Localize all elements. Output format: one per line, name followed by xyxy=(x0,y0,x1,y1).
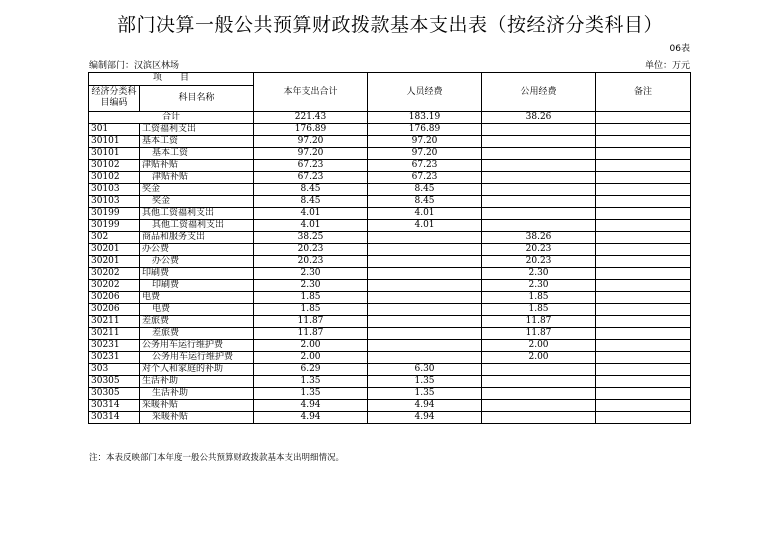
row-public: 38.26 xyxy=(482,232,596,244)
row-name: 津贴补贴 xyxy=(140,160,254,172)
row-name: 对个人和家庭的补助 xyxy=(140,364,254,376)
row-note xyxy=(596,292,691,304)
row-code: 30206 xyxy=(89,304,140,316)
row-code: 30202 xyxy=(89,280,140,292)
table-row xyxy=(89,160,691,172)
row-total: 2.30 xyxy=(254,280,368,292)
row-total: 8.45 xyxy=(254,184,368,196)
row-code: 30314 xyxy=(89,412,140,424)
row-total: 4.94 xyxy=(254,412,368,424)
row-public xyxy=(482,196,596,208)
row-note xyxy=(596,196,691,208)
row-personnel: 4.01 xyxy=(368,208,482,220)
row-note xyxy=(596,364,691,376)
row-code: 301 xyxy=(89,124,140,136)
row-total: 2.00 xyxy=(254,352,368,364)
row-total: 11.87 xyxy=(254,328,368,340)
row-name: 其他工资福利支出 xyxy=(140,208,254,220)
row-personnel: 67.23 xyxy=(368,172,482,184)
row-code: 30231 xyxy=(89,340,140,352)
row-code: 30206 xyxy=(89,292,140,304)
total-row xyxy=(89,112,691,124)
row-personnel: 1.35 xyxy=(368,388,482,400)
total-total: 221.43 xyxy=(254,112,368,124)
table-row xyxy=(89,364,691,376)
row-name: 公务用车运行维护费 xyxy=(140,352,254,364)
row-name: 津贴补贴 xyxy=(140,172,254,184)
row-total: 6.29 xyxy=(254,364,368,376)
row-note xyxy=(596,376,691,388)
row-note xyxy=(596,388,691,400)
row-note xyxy=(596,328,691,340)
row-personnel: 1.35 xyxy=(368,376,482,388)
header-item: 项 目 xyxy=(89,73,254,86)
table-row xyxy=(89,352,691,364)
row-total: 11.87 xyxy=(254,316,368,328)
row-name: 差旅费 xyxy=(140,328,254,340)
row-name: 采暖补贴 xyxy=(140,400,254,412)
row-code: 30102 xyxy=(89,160,140,172)
row-public: 20.23 xyxy=(482,256,596,268)
row-name: 生活补助 xyxy=(140,376,254,388)
table-row xyxy=(89,304,691,316)
row-name: 基本工资 xyxy=(140,148,254,160)
row-name: 电费 xyxy=(140,292,254,304)
row-note xyxy=(596,304,691,316)
row-personnel: 97.20 xyxy=(368,148,482,160)
row-public xyxy=(482,148,596,160)
footnote: 注：本表反映部门本年度一般公共预算财政拨款基本支出明细情况。 xyxy=(89,453,345,463)
header-name: 科目名称 xyxy=(140,85,254,111)
table-row xyxy=(89,376,691,388)
row-public xyxy=(482,376,596,388)
row-public xyxy=(482,124,596,136)
row-name: 商品和服务支出 xyxy=(140,232,254,244)
row-note xyxy=(596,136,691,148)
row-personnel: 67.23 xyxy=(368,160,482,172)
table-row xyxy=(89,148,691,160)
row-code: 30101 xyxy=(89,148,140,160)
row-total: 97.20 xyxy=(254,148,368,160)
row-code: 30202 xyxy=(89,268,140,280)
row-personnel: 4.94 xyxy=(368,400,482,412)
row-note xyxy=(596,220,691,232)
table-row xyxy=(89,124,691,136)
row-personnel xyxy=(368,352,482,364)
row-personnel xyxy=(368,280,482,292)
row-note xyxy=(596,244,691,256)
row-code: 30305 xyxy=(89,388,140,400)
row-personnel: 6.30 xyxy=(368,364,482,376)
table-row xyxy=(89,232,691,244)
row-note xyxy=(596,280,691,292)
row-public: 20.23 xyxy=(482,244,596,256)
row-total: 38.25 xyxy=(254,232,368,244)
row-name: 采暖补贴 xyxy=(140,412,254,424)
row-personnel: 8.45 xyxy=(368,196,482,208)
row-note xyxy=(596,148,691,160)
row-name: 办公费 xyxy=(140,256,254,268)
row-code: 30103 xyxy=(89,184,140,196)
row-name: 电费 xyxy=(140,304,254,316)
row-name: 生活补助 xyxy=(140,388,254,400)
page-title: 部门决算一般公共预算财政拨款基本支出表（按经济分类科目） xyxy=(116,14,663,36)
row-note xyxy=(596,412,691,424)
row-public xyxy=(482,172,596,184)
row-public xyxy=(482,184,596,196)
row-personnel: 97.20 xyxy=(368,136,482,148)
table-row xyxy=(89,340,691,352)
row-personnel xyxy=(368,328,482,340)
row-code: 30103 xyxy=(89,196,140,208)
table-code: 06表 xyxy=(669,44,690,54)
row-total: 2.30 xyxy=(254,268,368,280)
header-note: 备注 xyxy=(596,73,691,112)
total-label: 合计 xyxy=(89,112,254,124)
row-code: 30305 xyxy=(89,376,140,388)
row-code: 30102 xyxy=(89,172,140,184)
table-row xyxy=(89,244,691,256)
row-note xyxy=(596,340,691,352)
table-row xyxy=(89,400,691,412)
expenditure-table xyxy=(88,72,691,424)
table-row xyxy=(89,172,691,184)
row-total: 2.00 xyxy=(254,340,368,352)
row-personnel xyxy=(368,256,482,268)
table-row xyxy=(89,220,691,232)
row-name: 印刷费 xyxy=(140,268,254,280)
total-personnel: 183.19 xyxy=(368,112,482,124)
row-name: 奖金 xyxy=(140,184,254,196)
table-row xyxy=(89,184,691,196)
row-total: 1.85 xyxy=(254,292,368,304)
row-public: 2.00 xyxy=(482,340,596,352)
row-public xyxy=(482,208,596,220)
row-public xyxy=(482,364,596,376)
header-total: 本年支出合计 xyxy=(254,73,368,112)
row-note xyxy=(596,208,691,220)
row-total: 4.01 xyxy=(254,220,368,232)
row-code: 302 xyxy=(89,232,140,244)
row-public xyxy=(482,160,596,172)
row-personnel xyxy=(368,232,482,244)
table-row xyxy=(89,268,691,280)
row-total: 67.23 xyxy=(254,160,368,172)
row-total: 67.23 xyxy=(254,172,368,184)
row-note xyxy=(596,172,691,184)
table-row xyxy=(89,412,691,424)
row-note xyxy=(596,232,691,244)
header-public: 公用经费 xyxy=(482,73,596,112)
table-row xyxy=(89,196,691,208)
table-row xyxy=(89,136,691,148)
row-personnel: 4.94 xyxy=(368,412,482,424)
row-name: 基本工资 xyxy=(140,136,254,148)
row-code: 30199 xyxy=(89,208,140,220)
row-total: 4.94 xyxy=(254,400,368,412)
row-code: 30201 xyxy=(89,244,140,256)
row-total: 1.35 xyxy=(254,388,368,400)
row-note xyxy=(596,256,691,268)
row-personnel xyxy=(368,268,482,280)
row-public xyxy=(482,136,596,148)
table-row xyxy=(89,316,691,328)
department-label: 编制部门：汉滨区林场 xyxy=(89,61,180,71)
row-personnel xyxy=(368,340,482,352)
row-name: 工资福利支出 xyxy=(140,124,254,136)
row-personnel: 176.89 xyxy=(368,124,482,136)
row-name: 办公费 xyxy=(140,244,254,256)
row-code: 30101 xyxy=(89,136,140,148)
row-note xyxy=(596,184,691,196)
row-note xyxy=(596,160,691,172)
row-code: 30211 xyxy=(89,316,140,328)
row-personnel xyxy=(368,244,482,256)
table-row xyxy=(89,208,691,220)
row-name: 公务用车运行维护费 xyxy=(140,340,254,352)
row-personnel: 8.45 xyxy=(368,184,482,196)
header-personnel: 人员经费 xyxy=(368,73,482,112)
table-row xyxy=(89,328,691,340)
row-public xyxy=(482,388,596,400)
row-note xyxy=(596,124,691,136)
row-public: 2.30 xyxy=(482,268,596,280)
row-code: 303 xyxy=(89,364,140,376)
row-note xyxy=(596,352,691,364)
row-public: 1.85 xyxy=(482,292,596,304)
row-public xyxy=(482,400,596,412)
table-row xyxy=(89,292,691,304)
row-total: 20.23 xyxy=(254,244,368,256)
row-personnel: 4.01 xyxy=(368,220,482,232)
row-total: 176.89 xyxy=(254,124,368,136)
row-public: 2.30 xyxy=(482,280,596,292)
table-row xyxy=(89,256,691,268)
row-note xyxy=(596,316,691,328)
row-public: 1.85 xyxy=(482,304,596,316)
row-total: 1.35 xyxy=(254,376,368,388)
table-row xyxy=(89,280,691,292)
table-row xyxy=(89,388,691,400)
row-code: 30231 xyxy=(89,352,140,364)
total-note xyxy=(596,112,691,124)
row-public: 11.87 xyxy=(482,316,596,328)
row-total: 97.20 xyxy=(254,136,368,148)
row-public xyxy=(482,412,596,424)
row-code: 30199 xyxy=(89,220,140,232)
row-total: 8.45 xyxy=(254,196,368,208)
row-total: 4.01 xyxy=(254,208,368,220)
row-name: 奖金 xyxy=(140,196,254,208)
row-total: 1.85 xyxy=(254,304,368,316)
total-public: 38.26 xyxy=(482,112,596,124)
row-personnel xyxy=(368,304,482,316)
row-public: 11.87 xyxy=(482,328,596,340)
row-code: 30201 xyxy=(89,256,140,268)
row-name: 差旅费 xyxy=(140,316,254,328)
row-code: 30211 xyxy=(89,328,140,340)
row-code: 30314 xyxy=(89,400,140,412)
row-personnel xyxy=(368,292,482,304)
row-public: 2.00 xyxy=(482,352,596,364)
row-public xyxy=(482,220,596,232)
row-name: 印刷费 xyxy=(140,280,254,292)
unit-label: 单位：万元 xyxy=(644,61,690,71)
row-note xyxy=(596,268,691,280)
header-code: 经济分类科目编码 xyxy=(89,85,140,111)
row-name: 其他工资福利支出 xyxy=(140,220,254,232)
row-personnel xyxy=(368,316,482,328)
row-note xyxy=(596,400,691,412)
row-total: 20.23 xyxy=(254,256,368,268)
